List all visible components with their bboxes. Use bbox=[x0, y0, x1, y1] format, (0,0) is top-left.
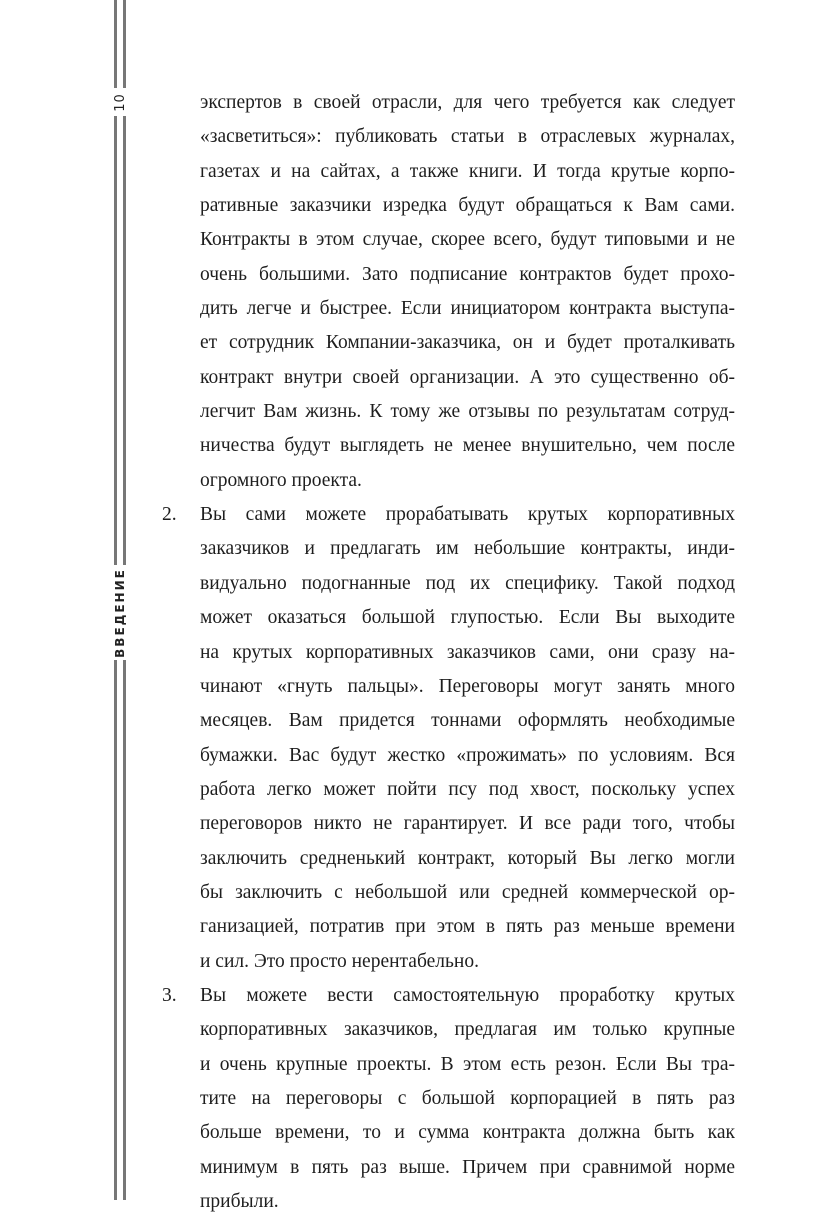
section-title bbox=[108, 568, 132, 658]
paragraph bbox=[200, 86, 735, 498]
text-line: тите на переговоры с большой корпорацией в пять раз bbox=[200, 1087, 735, 1109]
text-line: видуально подогнанные под их специфику. Такой подход bbox=[200, 572, 735, 594]
text-line: может оказаться большой глупостью. Если Вы выходите bbox=[200, 607, 735, 629]
list-number: 3. bbox=[162, 984, 177, 1006]
margin-rule bbox=[123, 116, 126, 565]
text-line: и очень крупные проекты. В этом есть резон. Если Вы тра- bbox=[200, 1053, 735, 1075]
page-number-text: 10 bbox=[112, 92, 128, 112]
list-item bbox=[162, 498, 735, 979]
text-line: экспертов в своей отрасли, для чего требуется как следует bbox=[200, 92, 735, 113]
text-line: корпоративных заказчиков, предлагая им только крупные bbox=[200, 1019, 735, 1041]
text-line: ганизацией, потратив при этом в пять раз меньше времени bbox=[200, 916, 735, 938]
text-line: прибыли. bbox=[200, 1191, 279, 1212]
text-line: контракт внутри своей организации. А это существенно об- bbox=[200, 366, 735, 388]
text-line: и сил. Это просто нерентабельно. bbox=[200, 950, 479, 972]
text-line: Контракты в этом случае, скорее всего, будут типовыми и не bbox=[200, 229, 735, 251]
text-line: чинают «гнуть пальцы». Переговоры могут занять много bbox=[200, 675, 735, 697]
margin-rule bbox=[114, 116, 117, 565]
text-line: переговоров никто не гарантирует. И все ради того, чтобы bbox=[200, 813, 735, 835]
margin-rule bbox=[114, 660, 117, 1200]
text-line: ничества будут выглядеть не менее внушительно, чем после bbox=[200, 435, 735, 457]
text-line: ет сотрудник Компании-заказчика, он и будет проталкивать bbox=[200, 332, 735, 354]
text-line: на крутых корпоративных заказчиков сами, они сразу на- bbox=[200, 641, 735, 663]
section-title-text: ВВЕДЕНИЕ bbox=[113, 568, 128, 658]
text-line: бы заключить с небольшой или средней коммерческой ор- bbox=[200, 881, 735, 903]
text-line: Вы сами можете прорабатывать крутых корпоративных bbox=[200, 504, 735, 526]
text-line: очень большими. Зато подписание контрактов будет прохо- bbox=[200, 263, 735, 285]
text-line: заказчиков и предлагать им небольшие контракты, инди- bbox=[200, 538, 735, 560]
margin-rule bbox=[114, 0, 117, 88]
page-number bbox=[108, 90, 132, 114]
text-line: месяцев. Вам придется тоннами оформлять необходимые bbox=[200, 710, 735, 732]
text-line: легчит Вам жизнь. К тому же отзывы по результатам сотруд- bbox=[200, 401, 735, 423]
margin-rule bbox=[123, 660, 126, 1200]
list-item bbox=[162, 979, 735, 1219]
margin-rule bbox=[123, 0, 126, 88]
text-line: газетах и на сайтах, а также книги. И тогда крутые корпо- bbox=[200, 160, 735, 182]
list-number: 2. bbox=[162, 504, 177, 526]
text-line: дить легче и быстрее. Если инициатором контракта выступа- bbox=[200, 298, 735, 320]
text-line: заключить средненький контракт, который Вы легко могли bbox=[200, 847, 735, 869]
text-line: огромного проекта. bbox=[200, 469, 362, 491]
text-line: ративные заказчики изредка будут обращаться к Вам сами. bbox=[200, 195, 735, 217]
text-line: «засветиться»: публиковать статьи в отраслевых журналах, bbox=[200, 126, 735, 148]
text-line: больше времени, то и сумма контракта должна быть как bbox=[200, 1122, 735, 1144]
body-text bbox=[162, 86, 735, 1219]
text-line: Вы можете вести самостоятельную проработку крутых bbox=[200, 984, 735, 1006]
text-line: работа легко может пойти псу под хвост, поскольку успех bbox=[200, 778, 735, 800]
text-line: бумажки. Вас будут жестко «прожимать» по условиям. Вся bbox=[200, 744, 735, 766]
text-line: минимум в пять раз выше. Причем при сравнимой норме bbox=[200, 1156, 735, 1178]
